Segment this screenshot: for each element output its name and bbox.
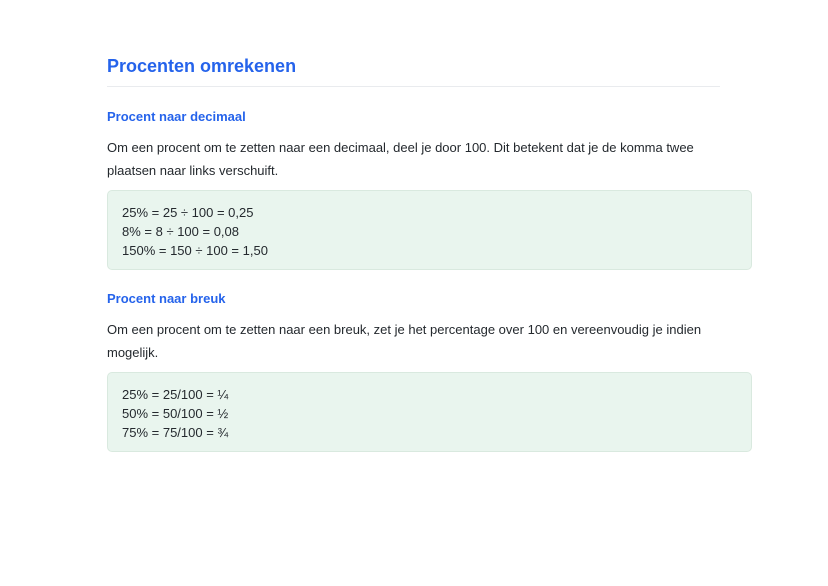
example-line: 150% = 150 ÷ 100 = 1,50 [122, 243, 268, 258]
section-paragraph-breuk: Om een procent om te zetten naar een breuk, zet je het percentage over 100 en vereenvoudig je indien mogelijk. [107, 322, 702, 360]
section-procent-naar-breuk [107, 292, 752, 452]
section-paragraph-decimaal: Om een procent om te zetten naar een decimaal, deel je door 100. Dit betekent dat je de komma twee plaatsen naar links verschuift. [107, 140, 694, 178]
example-line: 8% = 8 ÷ 100 = 0,08 [122, 224, 239, 239]
section-procent-naar-decimaal [107, 110, 752, 270]
page-title: Procenten omrekenen [107, 56, 297, 76]
example-box-decimaal [107, 190, 752, 270]
title-divider [107, 86, 720, 87]
example-line: 25% = 25/100 = ¼ [122, 387, 229, 402]
section-heading-breuk: Procent naar breuk [107, 291, 226, 306]
example-line: 75% = 75/100 = ¾ [122, 425, 229, 440]
section-heading-decimaal: Procent naar decimaal [107, 109, 246, 124]
example-box-breuk [107, 372, 752, 452]
example-line: 50% = 50/100 = ½ [122, 406, 229, 421]
example-line: 25% = 25 ÷ 100 = 0,25 [122, 205, 254, 220]
